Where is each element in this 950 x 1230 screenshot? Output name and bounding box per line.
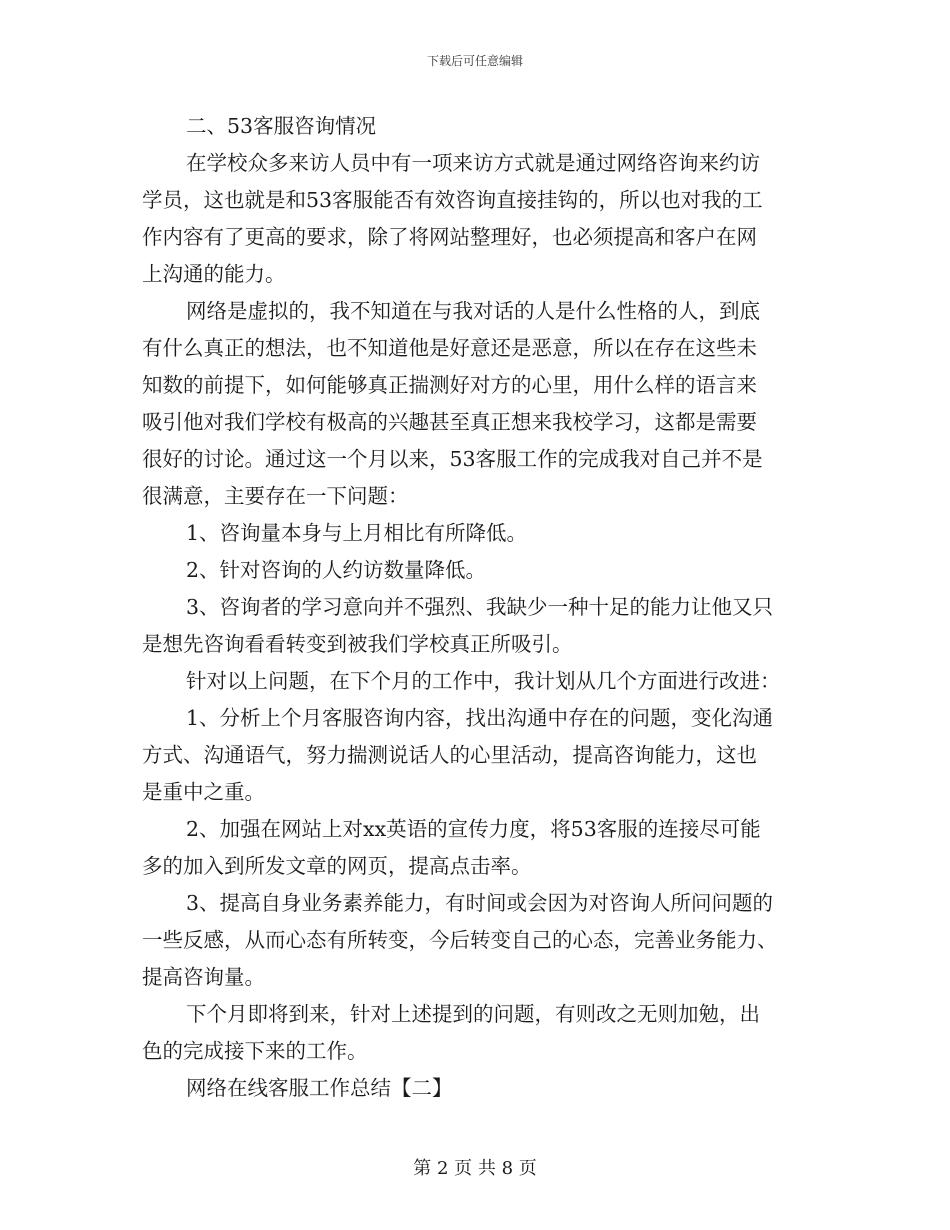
section-heading: 二、53客服咨询情况 (186, 114, 377, 138)
paragraph-line: 色的完成接下来的工作。 (142, 1039, 368, 1063)
paragraph-line: 上沟通的能力。 (142, 262, 286, 286)
paragraph-line: 知数的前提下，如何能够真正揣测好对方的心里，用什么样的语言来 (142, 373, 757, 397)
header-note: 下载后可任意编辑 (426, 54, 523, 68)
paragraph-line: 在学校众多来访人员中有一项来访方式就是通过网络咨询来约访 (186, 151, 760, 175)
list-item-continuation: 是想先咨询看看转变到被我们学校真正所吸引。 (142, 632, 573, 656)
section-heading: 网络在线客服工作总结【二】 (186, 1076, 453, 1100)
paragraph-line: 下个月即将到来，针对上述提到的问题，有则改之无则加勉，出 (186, 1002, 760, 1026)
list-item: 3、提高自身业务素养能力，有时间或会因为对咨询人所问问题的 (186, 891, 774, 915)
paragraph-line: 作内容有了更高的要求，除了将网站整理好，也必须提高和客户在网 (142, 225, 757, 249)
list-item-continuation: 一些反感，从而心态有所转变，今后转变自己的心态，完善业务能力、 (142, 928, 778, 952)
page-number: 第 2 页 共 8 页 (413, 1158, 537, 1179)
paragraph-line: 很好的讨论。通过这一个月以来，53客服工作的完成我对自己并不是 (142, 447, 763, 471)
list-item-continuation: 是重中之重。 (142, 780, 265, 804)
paragraph-line: 针对以上问题，在下个月的工作中，我计划从几个方面进行改进： (186, 669, 781, 693)
paragraph-line: 学员，这也就是和53客服能否有效咨询直接挂钩的，所以也对我的工 (142, 188, 763, 212)
paragraph-line: 很满意，主要存在一下问题： (142, 484, 409, 508)
paragraph-line: 网络是虚拟的，我不知道在与我对话的人是什么性格的人，到底 (186, 299, 760, 323)
list-item: 3、咨询者的学习意向并不强烈、我缺少一种十足的能力让他又只 (186, 595, 774, 619)
list-item: 1、咨询量本身与上月相比有所降低。 (186, 521, 528, 545)
list-item: 2、针对咨询的人约访数量降低。 (186, 558, 487, 582)
list-item-continuation: 方式、沟通语气，努力揣测说话人的心里活动，提高咨询能力，这也 (142, 743, 757, 767)
document-body (142, 108, 808, 1107)
paragraph-line: 吸引他对我们学校有极高的兴趣甚至真正想来我校学习，这都是需要 (142, 410, 757, 434)
list-item-continuation: 提高咨询量。 (142, 965, 265, 989)
list-item: 1、分析上个月客服咨询内容，找出沟通中存在的问题，变化沟通 (186, 706, 774, 730)
paragraph-line: 有什么真正的想法，也不知道他是好意还是恶意，所以在存在这些未 (142, 336, 757, 360)
list-item: 2、加强在网站上对xx英语的宣传力度，将53客服的连接尽可能 (186, 817, 761, 841)
list-item-continuation: 多的加入到所发文章的网页，提高点击率。 (142, 854, 532, 878)
